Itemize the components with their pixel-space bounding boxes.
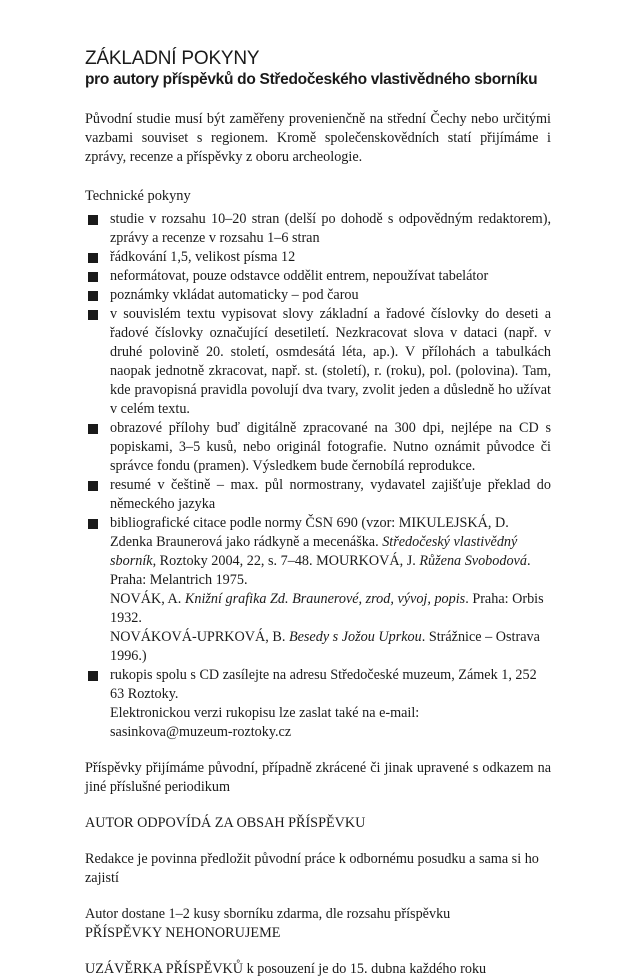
citation-author: NOVÁKOVÁ-UPRKOVÁ, B. <box>110 629 289 645</box>
citation-text: , Roztoky 2004, 22, s. 7–48. MOURKOVÁ, J. <box>152 553 420 569</box>
list-item-citations <box>85 514 551 666</box>
responsibility-paragraph: AUTOR ODPOVÍDÁ ZA OBSAH PŘÍSPĚVKU <box>85 815 366 831</box>
citation-title: Středočeský vlastivědný sborník <box>110 534 518 569</box>
square-bullet-icon <box>88 215 98 225</box>
list-item-text: studie v rozsahu 10–20 stran (delší po dohodě s odpovědným redaktorem), zprávy a recenze v rozsahu 1–6 stran <box>110 211 551 246</box>
intro-paragraph: Původní studie musí být zaměřeny provenienčně na střední Čechy nebo určitými vazbami souviset s regionem. Kromě společenskovědních statí přijímáme i zprávy, recenze a příspěvky z oboru archeologie. <box>85 111 551 165</box>
list-item <box>85 476 551 514</box>
citation-text: . Strážnice – Ostrava 1996.) <box>110 629 540 664</box>
document-page <box>85 48 551 979</box>
acceptance-paragraph: Příspěvky přijímáme původní, případně zkrácené či jinak upravené s odkazem na jiné příslušné periodikum <box>85 760 551 795</box>
citation-title: Knižní grafika Zd. Braunerové, zrod, vývoj, popis <box>184 591 466 607</box>
citation-title: Besedy s Jožou Uprkou <box>288 629 422 645</box>
list-item-text: resumé v češtině – max. půl normostrany, vydavatel zajišťuje překlad do německého jazyka <box>110 477 551 512</box>
square-bullet-icon <box>88 272 98 282</box>
submission-address: rukopis spolu s CD zasílejte na adresu Středočeské muzeum, Zámek 1, 252 63 Roztoky. <box>110 667 537 702</box>
citation-text: . Praha: Orbis 1932. <box>110 591 544 626</box>
list-item <box>85 419 551 476</box>
citation-intro: bibliografické citace podle normy ČSN 690 (vzor: MIKULEJSKÁ, D. Zdenka Braunerová jako rádkyně a mecenáška. <box>110 515 509 550</box>
list-item <box>85 267 551 286</box>
square-bullet-icon <box>88 424 98 434</box>
square-bullet-icon <box>88 671 98 681</box>
citation-title: Růžena Svobodová <box>419 553 527 569</box>
no-fee-paragraph: PŘÍSPĚVKY NEHONORUJEME <box>85 925 281 941</box>
square-bullet-icon <box>88 291 98 301</box>
list-item-text: obrazové přílohy buď digitálně zpracované na 300 dpi, nejlépe na CD s popiskami, 3–5 kusů, nebo originál fotografie. Nutno oznámit původce či správce fondu (pramen). Výsledkem bude černobílá reprodukce. <box>110 420 551 474</box>
list-item-text: v souvislém textu vypisovat slovy základní a řadové číslovky do deseti a řadové číslovky označující desetiletí. Nezkracovat slova v dataci (např. v druhé polovině 20. století, osmdesátá léta, ap.). V přílohách a tabulkách naopak jednotně zkracovat, např. st. (století), r. (roku), pol. (polovina). Tam, kde pravopisná pravidla povolují dva tvary, zvolit jeden a důsledně ho užívat v celém textu. <box>110 306 551 417</box>
list-item-text: řádkování 1,5, velikost písma 12 <box>110 249 296 265</box>
square-bullet-icon <box>88 481 98 491</box>
review-paragraph: Redakce je povinna předložit původní práce k odbornému posudku a sama si ho zajistí <box>85 851 539 886</box>
copies-paragraph: Autor dostane 1–2 kusy sborníku zdarma, dle rozsahu příspěvku <box>85 906 451 922</box>
square-bullet-icon <box>88 253 98 263</box>
submission-email-note: Elektronickou verzi rukopisu lze zaslat také na e-mail: <box>110 705 420 721</box>
list-item <box>85 210 551 248</box>
deadline-paragraph: UZÁVĚRKA PŘÍSPĚVKŮ k posouzení je do 15. dubna každého roku <box>85 961 487 977</box>
list-item <box>85 248 551 267</box>
square-bullet-icon <box>88 310 98 320</box>
submission-email-link[interactable]: sasinkova@muzeum-roztoky.cz <box>110 724 292 740</box>
list-item <box>85 286 551 305</box>
document-subtitle: pro autory příspěvků do Středočeského vlastivědného sborníku <box>85 71 538 88</box>
citation-text: . Praha: Melantrich 1975. <box>110 553 531 588</box>
list-item <box>85 305 551 419</box>
section-title-technical: Technické pokyny <box>85 188 191 204</box>
list-item-text: poznámky vkládat automaticky – pod čarou <box>110 287 359 303</box>
list-item-text: neformátovat, pouze odstavce oddělit entrem, nepoužívat tabelátor <box>110 268 489 284</box>
citation-author: NOVÁK, A. <box>110 591 185 607</box>
list-item-submission <box>85 666 551 742</box>
square-bullet-icon <box>88 519 98 529</box>
document-title: ZÁKLADNÍ POKYNY <box>85 48 260 69</box>
technical-rules-list <box>85 210 551 742</box>
